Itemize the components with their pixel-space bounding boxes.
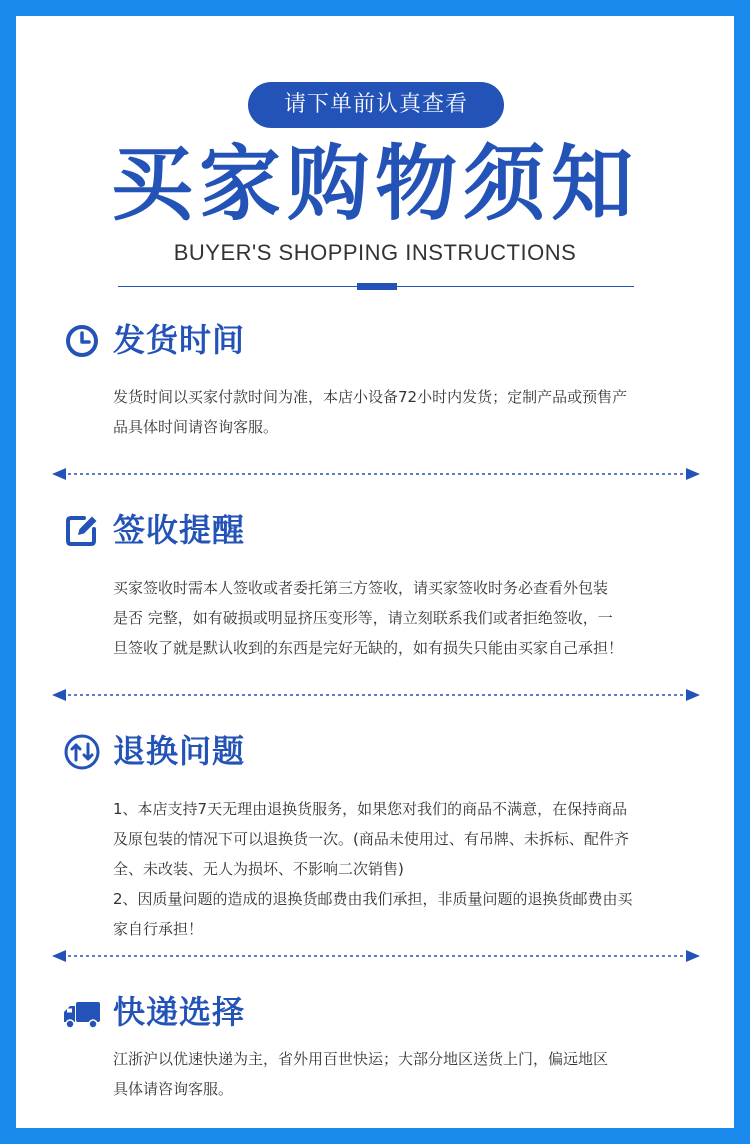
exchange-icon (64, 734, 100, 770)
title-underline-mark (357, 283, 397, 290)
page-title: 买家购物须知 (110, 137, 639, 232)
body-line: 家自行承担！ (113, 920, 204, 938)
section-body-returns (113, 794, 713, 944)
section-body-shipping (113, 382, 713, 442)
body-line: 全、未改装、无人为损坏、不影响二次销售) (113, 860, 404, 878)
clock-icon (64, 323, 100, 359)
section-body-delivery (113, 1044, 713, 1104)
section-title-returns: 退换问题 (113, 732, 246, 770)
body-line: 品具体时间请咨询客服。 (113, 418, 279, 436)
edit-icon (64, 513, 100, 549)
section-title-shipping: 发货时间 (113, 321, 246, 359)
section-divider (52, 467, 700, 481)
section-body-receipt (113, 573, 713, 663)
body-line: 买家签收时需本人签收或者委托第三方签收，请买家签收时务必查看外包装 (113, 579, 609, 597)
body-line: 及原包装的情况下可以退换货一次。(商品未使用过、有吊牌、未拆标、配件齐 (113, 830, 629, 848)
truck-icon (62, 996, 102, 1032)
notice-pill: 请下单前认真查看 (248, 82, 504, 128)
section-divider (52, 949, 700, 963)
body-line: 2、因质量问题的造成的退换货邮费由我们承担，非质量问题的退换货邮费由买 (113, 890, 633, 908)
body-line: 发货时间以买家付款时间为准，本店小设备72小时内发货；定制产品或预售产 (113, 388, 628, 406)
section-title-delivery: 快递选择 (113, 993, 246, 1031)
section-divider (52, 688, 700, 702)
page-subtitle: BUYER'S SHOPPING INSTRUCTIONS (173, 240, 577, 265)
body-line: 1、本店支持7天无理由退换货服务，如果您对我们的商品不满意，在保持商品 (113, 800, 628, 818)
body-line: 江浙沪以优速快递为主，省外用百世快运；大部分地区送货上门，偏远地区 (113, 1050, 609, 1068)
body-line: 是否 完整，如有破损或明显挤压变形等，请立刻联系我们或者拒绝签收，一 (113, 609, 613, 627)
body-line: 具体请咨询客服。 (113, 1080, 234, 1098)
section-title-receipt: 签收提醒 (113, 511, 246, 549)
body-line: 旦签收了就是默认收到的东西是完好无缺的，如有损失只能由买家自己承担！ (113, 639, 624, 657)
